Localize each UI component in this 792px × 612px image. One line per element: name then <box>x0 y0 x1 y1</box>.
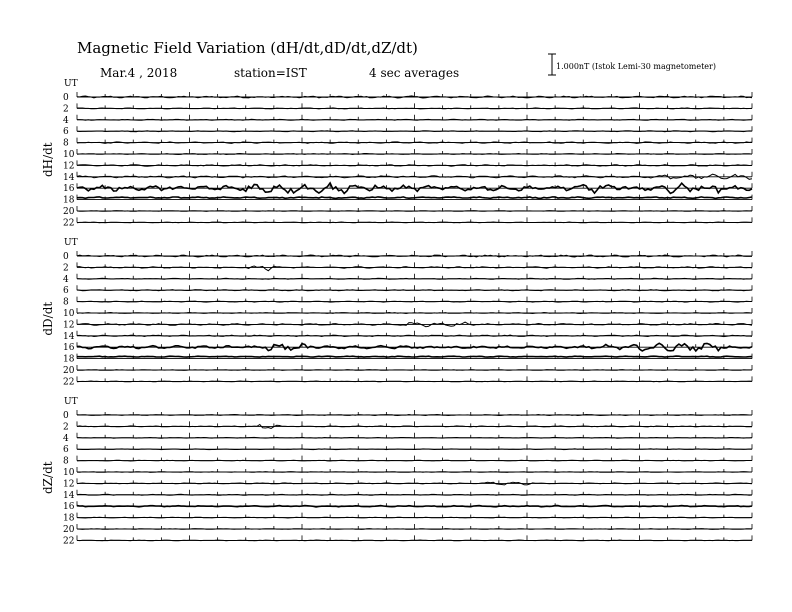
hour-tick-label: 10 <box>63 468 75 478</box>
hour-tick-label: 10 <box>63 309 75 319</box>
averaging-label: 4 sec averages <box>369 66 460 80</box>
hour-tick-label: 6 <box>63 127 69 138</box>
trace-row <box>77 197 752 199</box>
date-label: Mar.4 , 2018 <box>100 66 178 80</box>
trace-row <box>77 356 752 357</box>
hour-tick-label: 4 <box>63 115 69 126</box>
hour-tick-label: 10 <box>63 150 75 160</box>
series-label: dH/dt <box>41 142 55 178</box>
chart-title: Magnetic Field Variation (dH/dt,dD/dt,dZ/dt) <box>77 39 418 57</box>
series-label: dD/dt <box>41 301 55 336</box>
ut-axis-label: UT <box>64 238 78 248</box>
hour-tick-label: 18 <box>63 513 75 524</box>
panel-dz-dt <box>41 397 752 546</box>
hour-tick-label: 14 <box>63 172 75 183</box>
hour-tick-label: 8 <box>63 297 69 308</box>
hour-tick-label: 22 <box>63 377 75 388</box>
hour-tick-label: 20 <box>63 366 75 376</box>
hour-tick-label: 4 <box>63 274 69 285</box>
hour-tick-label: 16 <box>63 343 75 354</box>
series-label: dZ/dt <box>41 461 55 494</box>
hour-tick-label: 2 <box>63 104 69 115</box>
hour-tick-label: 22 <box>63 536 75 547</box>
hour-tick-label: 2 <box>63 422 69 433</box>
scale-label: 1.000nT (Istok Lemi-30 magnetometer) <box>556 62 716 71</box>
hour-tick-label: 18 <box>63 354 75 365</box>
ut-axis-label: UT <box>64 79 78 89</box>
hour-tick-label: 16 <box>63 184 75 195</box>
ut-axis-label: UT <box>64 397 78 407</box>
hour-tick-label: 14 <box>63 490 75 501</box>
hour-tick-label: 6 <box>63 286 69 297</box>
hour-tick-label: 12 <box>63 479 75 490</box>
hour-tick-label: 20 <box>63 525 75 535</box>
panel-dh-dt <box>41 79 752 228</box>
hour-tick-label: 8 <box>63 138 69 149</box>
hour-tick-label: 12 <box>63 161 75 172</box>
panel-dd-dt <box>41 238 752 387</box>
station-label: station=IST <box>234 66 307 80</box>
hour-tick-label: 4 <box>63 433 69 444</box>
hour-tick-label: 0 <box>63 93 69 103</box>
hour-tick-label: 0 <box>63 252 69 262</box>
hour-tick-label: 2 <box>63 263 69 274</box>
hour-tick-label: 12 <box>63 320 75 331</box>
hour-tick-label: 16 <box>63 502 75 513</box>
hour-tick-label: 18 <box>63 195 75 206</box>
panels <box>41 79 752 546</box>
hour-tick-label: 8 <box>63 456 69 467</box>
hour-tick-label: 0 <box>63 411 69 421</box>
hour-tick-label: 6 <box>63 445 69 456</box>
hour-tick-label: 14 <box>63 331 75 342</box>
hour-tick-label: 22 <box>63 218 75 229</box>
scale-bar <box>548 54 716 75</box>
hour-tick-label: 20 <box>63 207 75 217</box>
